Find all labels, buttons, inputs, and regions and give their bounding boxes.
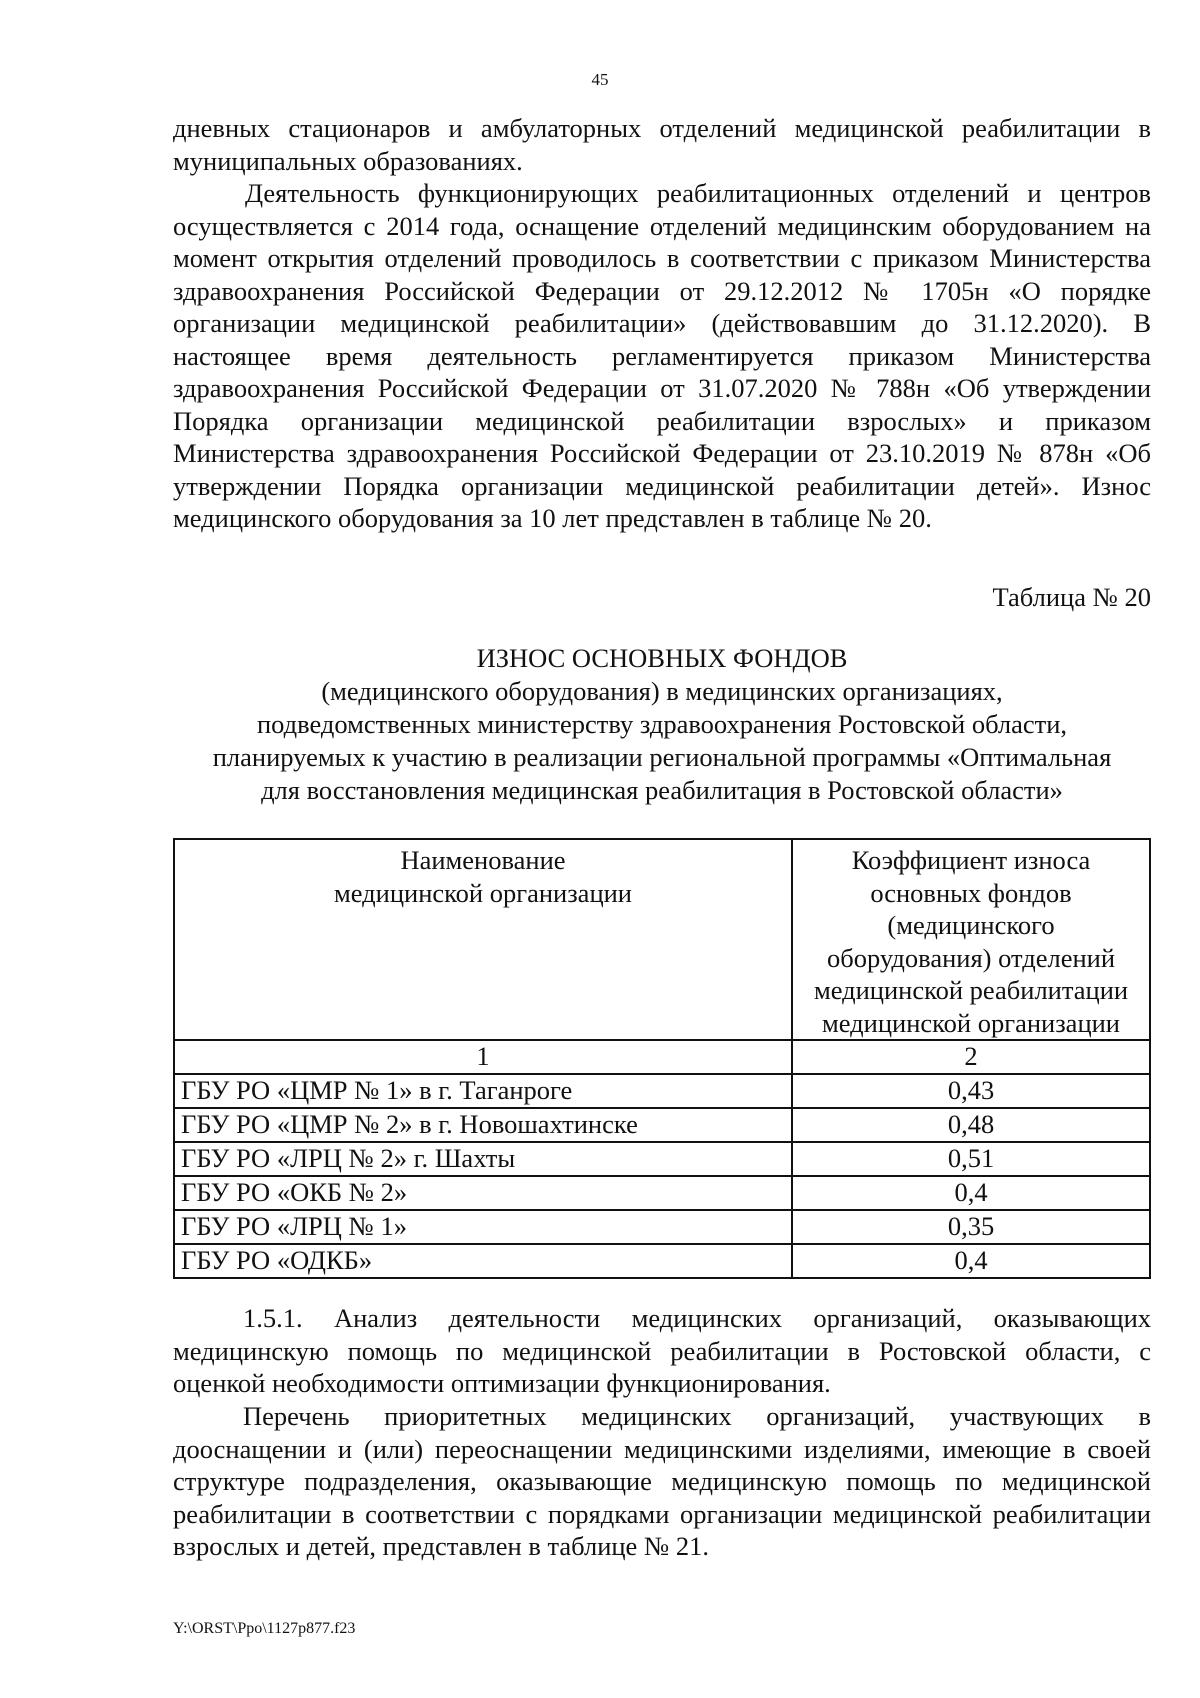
paragraph-priority-organizations: Перечень приоритетных медицинских организаций, участвующих в дооснащении и (или) переоснащении медицинскими изделиями, имеющие в своей структуре подразделения, оказывающие медицинскую помощь по медицинской реабилитации в соответствии с порядками организации медицинской реабилитации взрослых и детей, представлен в таблице № 21. (173, 1401, 1151, 1561)
header-line: медицинской организации (821, 1007, 1120, 1038)
organization-name: ГБУ РО «ЦМР № 2» в г. Новошахтинске (174, 1108, 792, 1142)
table-row (174, 1244, 1150, 1278)
organization-name: ГБУ РО «ЛРЦ № 2» г. Шахты (174, 1142, 792, 1176)
organization-name: ГБУ РО «ЛРЦ № 1» (174, 1210, 792, 1244)
page-number: 45 (591, 70, 609, 89)
paragraph-intro-continuation: дневных стационаров и амбулаторных отделений медицинской реабилитации в муниципальных образованиях. (173, 113, 1151, 176)
header-organization-name (174, 839, 792, 1040)
table-title-line: планируемых к участию в реализации региональной программы «Оптимальная (212, 742, 1112, 772)
wear-coefficient: 0,4 (792, 1176, 1150, 1210)
header-line: оборудования) отделений (826, 942, 1116, 973)
wear-coefficient: 0,48 (792, 1108, 1150, 1142)
table-label: Таблица № 20 (992, 582, 1151, 612)
table-title (173, 642, 1151, 807)
paragraph-activity-description: Деятельность функционирующих реабилитационных отделений и центров осуществляется с 2014 года, оснащение отделений медицинским оборудованием на момент открытия отделений проводилось в соответствии с приказом Министерства здравоохранения Российской Федерации от 29.12.2012 № 1705н «О порядке организации медицинской реабилитации» (действовавшим до 31.12.2020). В настоящее время деятельность регламентируется приказом Министерства здравоохранения Российской Федерации от 31.07.2020 № 788н «Об утверждении Порядка организации медицинской реабилитации взрослых» и приказом Министерства здравоохранения Российской Федерации от 23.10.2019 № 878н «Об утверждении Порядка организации медицинской реабилитации детей». Износ медицинского оборудования за 10 лет представлен в таблице № 20. (173, 178, 1151, 533)
table-row (174, 1210, 1150, 1244)
organization-name: ГБУ РО «ОДКБ» (174, 1244, 792, 1278)
table-title-line: для восстановления медицинская реабилитация в Ростовской области» (261, 775, 1063, 805)
column-number: 1 (174, 1040, 792, 1074)
header-line: Наименование (400, 845, 566, 875)
header-line: основных фондов (870, 877, 1072, 908)
table-title-line: ИЗНОС ОСНОВНЫХ ФОНДОВ (476, 643, 848, 673)
header-line: (медицинского (887, 910, 1055, 940)
table-title-line: (медицинского оборудования) в медицинских организациях, (321, 676, 1003, 706)
header-line: медицинской реабилитации (813, 975, 1129, 1005)
wear-coefficient: 0,43 (792, 1074, 1150, 1108)
wear-coefficient: 0,51 (792, 1142, 1150, 1176)
header-line: медицинской организации (333, 877, 632, 908)
organization-name: ГБУ РО «ЦМР № 1» в г. Таганроге (174, 1074, 792, 1108)
column-number-row (174, 1040, 1150, 1074)
organization-name: ГБУ РО «ОКБ № 2» (174, 1176, 792, 1210)
paragraph-section-1-5-1: 1.5.1. Анализ деятельности медицинских организаций, оказывающих медицинскую помощь по медицинской реабилитации в Ростовской области, с оценкой необходимости оптимизации функционирования. (173, 1303, 1151, 1398)
table-row (174, 1074, 1150, 1108)
table-title-line: подведомственных министерству здравоохранения Ростовской области, (256, 709, 1068, 739)
wear-coefficient: 0,4 (792, 1244, 1150, 1278)
table-row (174, 1142, 1150, 1176)
equipment-wear-table (173, 838, 1151, 1279)
header-line: Коэффициент износа (851, 845, 1091, 875)
header-wear-coefficient (792, 839, 1150, 1040)
table-header-row (174, 839, 1150, 1040)
table-row (174, 1176, 1150, 1210)
column-number: 2 (792, 1040, 1150, 1074)
table-row (174, 1108, 1150, 1142)
wear-coefficient: 0,35 (792, 1210, 1150, 1244)
file-path-footer: Y:\ORST\Ppo\1127p877.f23 (173, 1620, 356, 1637)
